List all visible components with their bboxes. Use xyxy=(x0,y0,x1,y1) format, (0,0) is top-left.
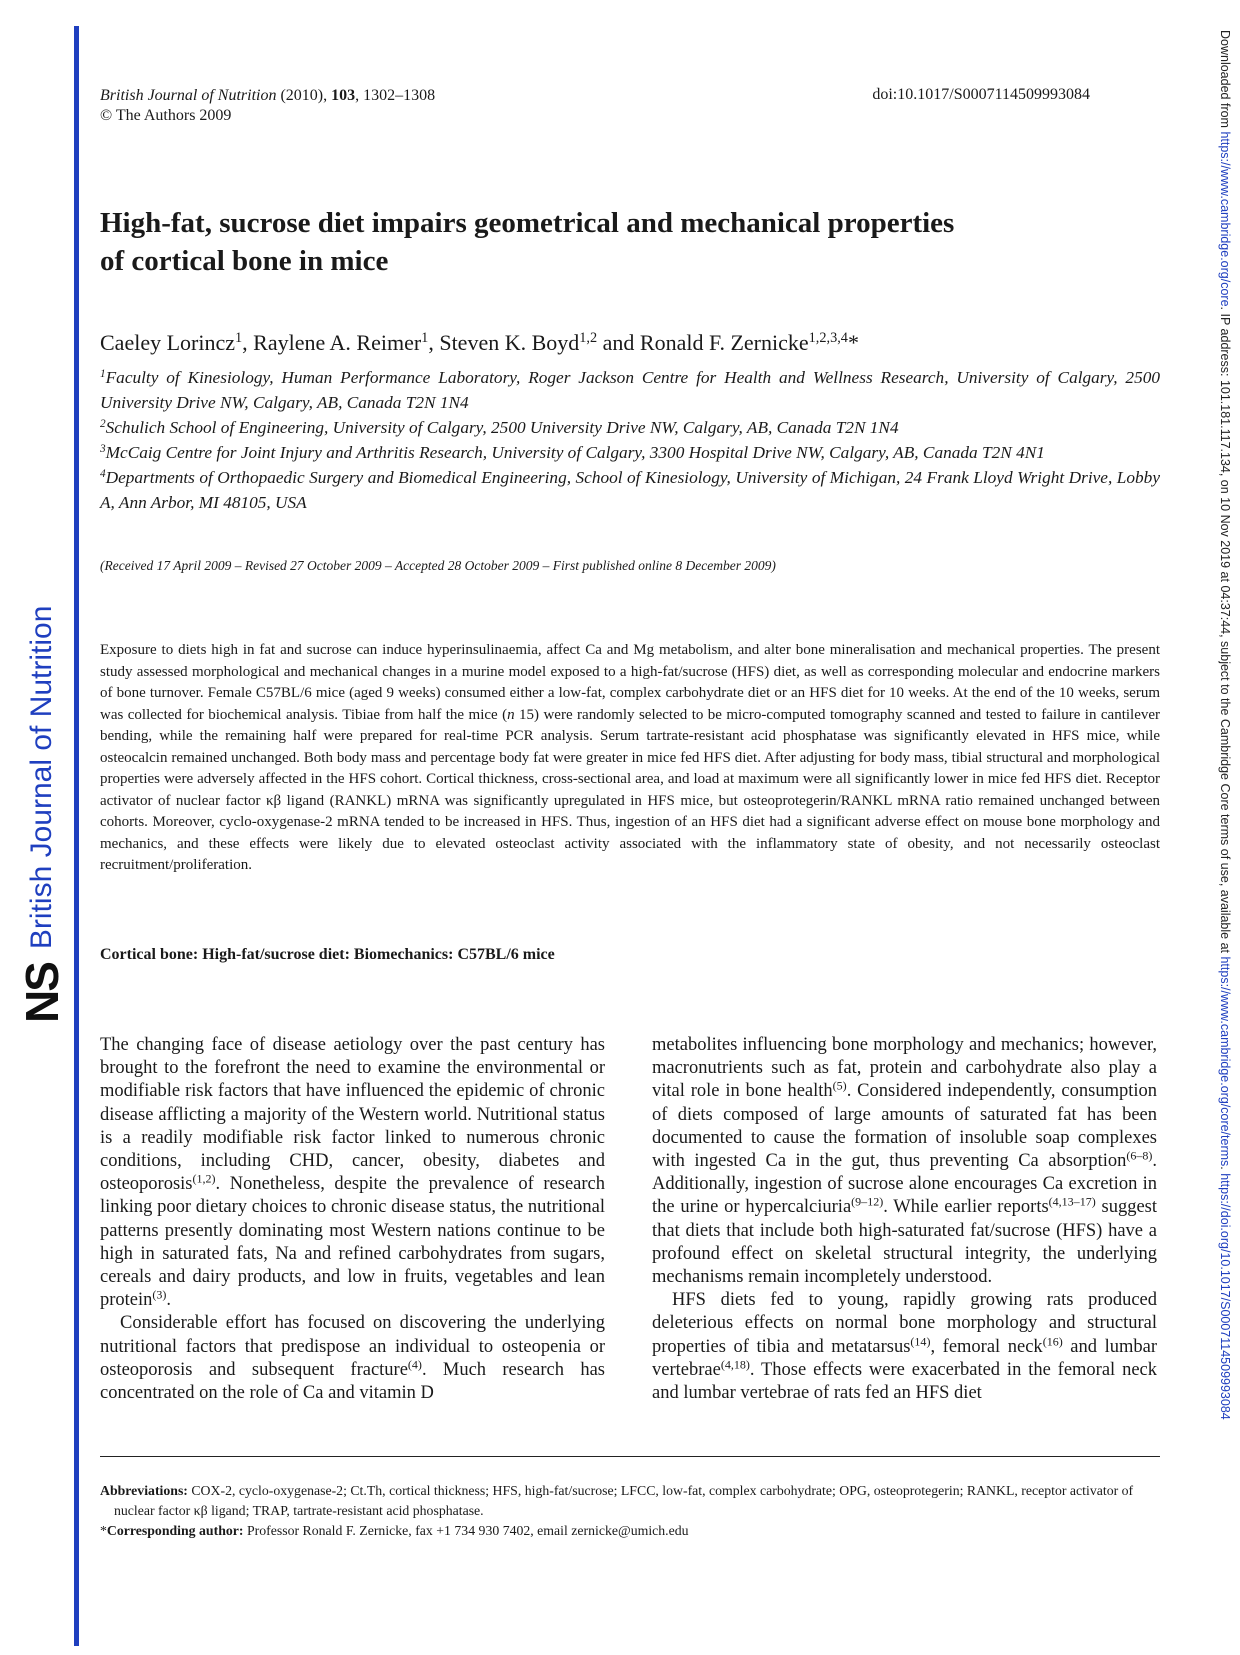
footnote-divider xyxy=(100,1456,1160,1457)
doi-link[interactable]: https://doi.org/10.1017/S0007114509993084 xyxy=(1218,1173,1232,1420)
paragraph: The changing face of disease aetiology over the past century has brought to the forefront the need to examine the environmental or modifiable risk factors that have influenced the epidemic of chronic disease afflicting a majority of the Western world. Nutritional status is a readily modifiable risk factor linked to numerous chronic conditions, including CHD, cancer, obesity, diabetes and osteoporosis$^{(1,2)}$. Nonetheless, despite the prevalence of research linking poor dietary choices to chronic disease status, the nutritional patterns presently dominating most Western nations continue to be high in saturated fats, Na and refined carbohydrates from sugars, cereals and dairy products, and low in fruits, vegetables and lean protein$^{(3)}$. xyxy=(100,1035,605,1311)
copyright: © The Authors 2009 xyxy=(100,107,232,124)
author-list: Caeley Lorincz$^1$, Raylene A. Reimer$^1$, Steven K. Boyd$^{1,2}$ and Ronald F. Zernicke$^{1,2,3,4}$* xyxy=(100,330,859,355)
left-margin-bar xyxy=(74,26,79,1646)
paragraph: HFS diets fed to young, rapidly growing rats produced deleterious effects on normal bone morphology and structural properties of tibia and metatarsus$^{(14)}$, femoral neck$^{(16)}$ and lumbar vertebrae$^{(4,18)}$. Those effects were exacerbated in the femoral neck and lumbar vertebrae of rats fed an HFS diet xyxy=(652,1290,1157,1404)
paragraph: Considerable effort has focused on discovering the underlying nutritional factors that predispose an individual to osteopenia or osteoporosis and subsequent fracture$^{(4)}$. Much research has concentrated on the role of Ca and vitamin D xyxy=(100,1313,605,1404)
journal-side-name: British Journal of Nutrition xyxy=(25,605,58,950)
body-column-right xyxy=(652,1034,1157,1405)
cambridge-core-link[interactable]: https://www.cambridge.org/core xyxy=(1218,131,1232,307)
footnotes xyxy=(100,1481,1160,1541)
body-column-left xyxy=(100,1034,605,1405)
keywords: Cortical bone: High-fat/sucrose diet: Biomechanics: C57BL/6 mice xyxy=(100,946,555,963)
journal-citation: British Journal of Nutrition (2010), 103, 1302–1308 © The Authors 2009 xyxy=(100,87,436,124)
abbreviations-footnote: Abbreviations: COX-2, cyclo-oxygenase-2; Ct.Th, cortical thickness; HFS, high-fat/sucrose; LFCC, low-fat, complex carbohydrate; OPG, osteoprotegerin; RANKL, receptor activator of nuclear factor κβ ligand; TRAP, tartrate-resistant acid phosphatase. xyxy=(100,1483,1134,1518)
affiliation: $^3$McCaig Centre for Joint Injury and Arthritis Research, University of Calgary, 3300 Hospital Drive NW, Calgary, AB, Canada T2N 4N1 xyxy=(100,442,1045,462)
paragraph: metabolites influencing bone morphology and mechanics; however, macronutrients such as fat, protein and carbohydrate also play a vital role in bone health$^{(5)}$. Considered independently, consumption of diets composed of large amounts of saturated fat has been documented to cause the formation of insoluble soap complexes with ingested Ca in the gut, thus preventing Ca absorption$^{(6-8)}$. Additionally, ingestion of sucrose alone encourages Ca excretion in the urine or hypercalciuria$^{(9-12)}$. While earlier reports$^{(4,13-17)}$ suggest that diets that include both high-saturated fat/sucrose (HFS) have a profound effect on skeletal structural integrity, the underlying mechanisms remain incompletely understood. xyxy=(652,1035,1157,1288)
affiliation: $^1$Faculty of Kinesiology, Human Performance Laboratory, Roger Jackson Centre for Health and Wellness Research, University of Calgary, 2500 University Drive NW, Calgary, AB, Canada T2N 1N4 xyxy=(100,367,1160,412)
affiliations xyxy=(100,365,1160,515)
journal-side-banner xyxy=(16,558,68,1023)
abstract: Exposure to diets high in fat and sucrose can induce hyperinsulinaemia, affect Ca and Mg metabolism, and alter bone mineralisation and mechanical properties. The present study assessed morphological and mechanical changes in a murine model exposed to a high-fat/sucrose (HFS) diet, as well as corresponding molecular and endocrine markers of bone turnover. Female C57BL/6 mice (aged 9 weeks) consumed either a low-fat, complex carbohydrate diet or an HFS diet for 10 weeks. At the end of the 10 weeks, serum was collected for biochemical analysis. Tibiae from half the mice (n 15) were randomly selected to be micro-computed tomography scanned and tested to failure in cantilever bending, while the remaining half were prepared for real-time PCR analysis. Serum tartrate-resistant acid phosphatase was significantly elevated in HFS mice, while osteocalcin remained unchanged. Both body mass and percentage body fat were greater in mice fed HFS diet. After adjusting for body mass, tibial structural and morphological properties were adversely affected in the HFS cohort. Cortical thickness, cross-sectional area, and load at maximum were all significantly lower in mice fed HFS diet. Receptor activator of nuclear factor κβ ligand (RANKL) mRNA was significantly upregulated in HFS mice, but osteoprotegerin/RANKL mRNA ratio remained unchanged between cohorts. Moreover, cyclo-oxygenase-2 mRNA tended to be increased in HFS. Thus, ingestion of an HFS diet had a significant adverse effect on mouse bone morphology and mechanics, and these effects were likely due to elevated osteoclast activity associated with the inflammatory state of obesity, and not necessarily osteoclast recruitment/proliferation. xyxy=(100,642,1161,873)
terms-link[interactable]: https://www.cambridge.org/core/terms xyxy=(1218,956,1232,1167)
affiliation: $^2$Schulich School of Engineering, University of Calgary, 2500 University Drive NW, Calgary, AB, Canada T2N 1N4 xyxy=(100,417,899,437)
download-metadata: Downloaded from https://www.cambridge.org/core. IP address: 101.181.117.134, on 10 Nov 2019 at 04:37:44, subject to the Cambridge Core terms of use, available at https://www.cambridge.org/core/terms. https://doi.org/10.1017/S0007114509993084 xyxy=(1218,30,1232,1420)
received-dates: (Received 17 April 2009 – Revised 27 October 2009 – Accepted 28 October 2009 – First published online 8 December 2009) xyxy=(100,558,776,573)
doi: doi:10.1017/S0007114509993084 xyxy=(872,86,1090,103)
affiliation: $^4$Departments of Orthopaedic Surgery and Biomedical Engineering, School of Kinesiology, University of Michigan, 24 Frank Lloyd Wright Drive, Lobby A, Ann Arbor, MI 48105, USA xyxy=(100,467,1160,512)
article-title: High-fat, sucrose diet impairs geometrical and mechanical properties of cortical bone in mice xyxy=(100,207,955,277)
ns-logo: NS xyxy=(16,963,68,1023)
corresponding-author-footnote: *Corresponding author: Professor Ronald F. Zernicke, fax +1 734 930 7402, email zernicke@umich.edu xyxy=(100,1523,689,1538)
